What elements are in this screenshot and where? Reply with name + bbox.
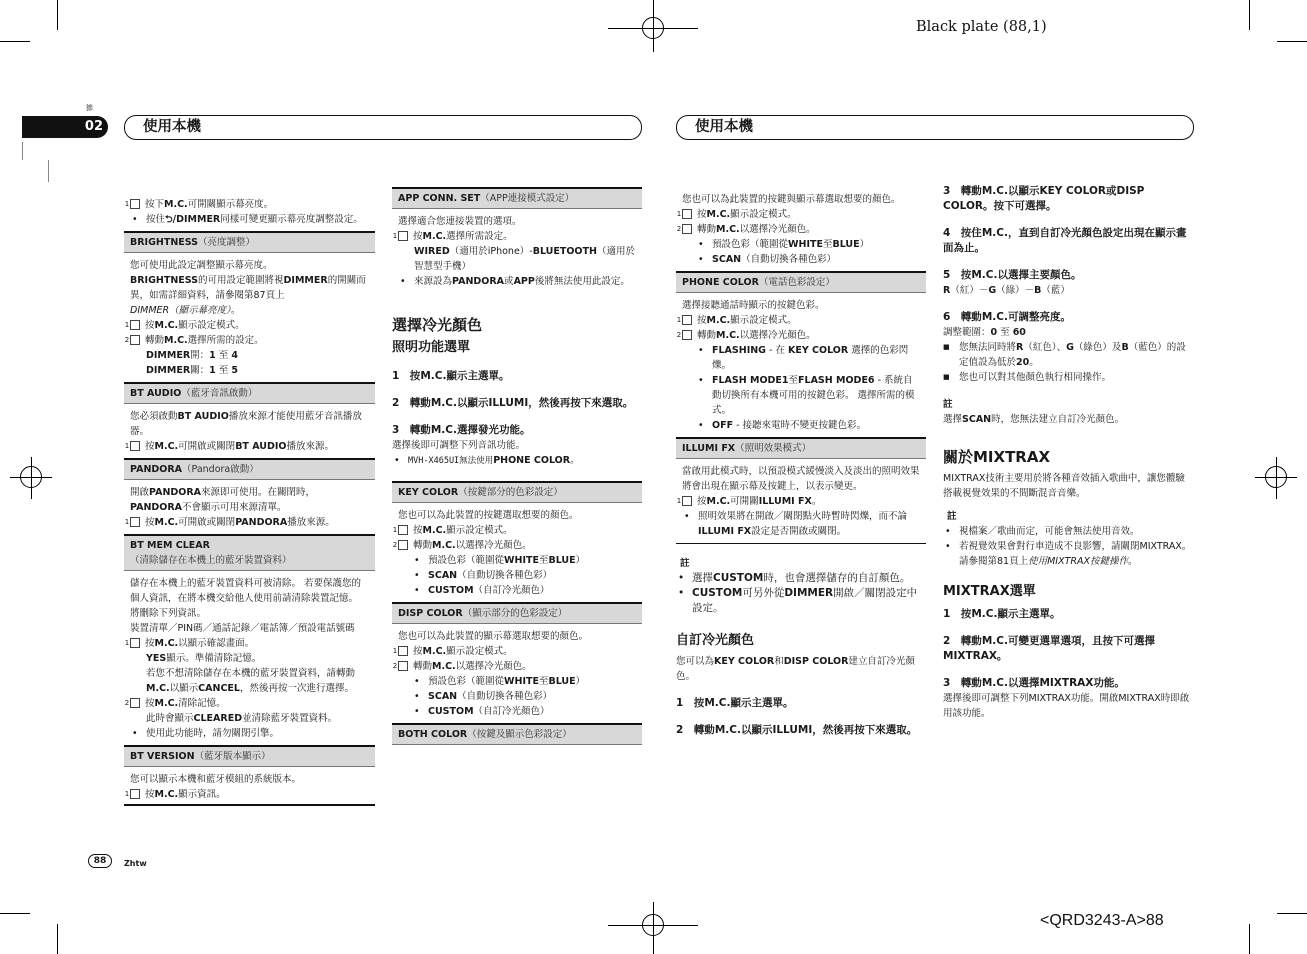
step: 1 按M.C.可開啟或關閉PANDORA播放來源。 bbox=[124, 517, 335, 528]
menu-heading-bt-version: BT VERSION（藍牙版本顯示） bbox=[124, 745, 375, 767]
registration-mark bbox=[20, 466, 42, 488]
option: • CUSTOM（自訂冷光顏色） bbox=[398, 704, 636, 719]
menu-heading-pandora: PANDORA（Pandora啟動） bbox=[124, 458, 375, 480]
note-bullet: • CUSTOM可另外從DIMMER開啟／關閉設定中設定。 bbox=[676, 586, 926, 616]
step: 2 轉動M.C.以選擇冷光顏色。 bbox=[676, 330, 816, 341]
chapter-label: 節 bbox=[86, 104, 93, 112]
bullet: • 照明效果將在開啟／關閉點火時暫時閃爍，而不論ILLUMI FX設定是否開啟或關閉。 bbox=[682, 509, 920, 539]
cross-reference[interactable]: DIMMER（顯示幕亮度）。 bbox=[130, 305, 241, 316]
step: 1 按M.C.顯示設定模式。 bbox=[392, 525, 513, 536]
paragraph: 開啟PANDORA來源即可使用。在關閉時， bbox=[130, 487, 316, 498]
option: • SCAN（自動切換各種色彩） bbox=[398, 568, 636, 583]
step-number-icon: 2 bbox=[130, 335, 140, 345]
paragraph: 選擇後即可調整下列音訊功能。 bbox=[392, 440, 526, 451]
menu-heading-disp-color: DISP COLOR（顯示部分的色彩設定） bbox=[392, 602, 642, 624]
bullet: • 按住⮌/DIMMER同樣可變更顯示幕亮度調整設定。 bbox=[130, 212, 369, 227]
registration-mark bbox=[642, 17, 664, 39]
crop-mark bbox=[1249, 924, 1250, 954]
option: • FLASH MODE1至FLASH MODE6 - 系統自動切換所有本機可用的按鍵色彩。 選擇所需的模式。 bbox=[682, 373, 920, 418]
margin-line bbox=[22, 142, 23, 160]
step-number-icon: 1 bbox=[682, 315, 692, 325]
paragraph: 您可以為KEY COLOR和DISP COLOR建立自訂冷光顏色。 bbox=[676, 656, 915, 682]
step: 2 轉動M.C.以選擇冷光顏色。 bbox=[676, 224, 816, 235]
menu-heading-brightness: BRIGHTNESS（亮度調整） bbox=[124, 231, 375, 253]
back-icon: ⮌ bbox=[165, 214, 173, 225]
option: DIMMER開：1 至 4 bbox=[146, 350, 238, 361]
step-number-icon: 1 bbox=[130, 199, 140, 209]
step-number-icon: 1 bbox=[130, 320, 140, 330]
step: 1 按M.C.選擇所需設定。 bbox=[392, 231, 513, 242]
step: 2 轉動M.C.以顯示ILLUMI，然後再按下來選取。 bbox=[676, 724, 918, 736]
crop-mark bbox=[0, 41, 30, 42]
crop-mark bbox=[1277, 913, 1307, 914]
paragraph: 您也可以為此裝置的顯示幕選取想要的顏色。 bbox=[398, 631, 589, 642]
paragraph: 您也可以為此裝置的按鍵選取想要的顏色。 bbox=[398, 510, 579, 521]
paragraph: 儲存在本機上的藍牙裝置資料可被清除。 若要保護您的個人資訊，在將本機交給他人使用前請清除裝置記憶。 將刪除下列資訊。 bbox=[130, 578, 362, 619]
option: • FLASHING - 在 KEY COLOR 選擇的色彩閃爍。 bbox=[682, 343, 920, 373]
step: 2 按M.C.清除記憶。 bbox=[124, 698, 226, 709]
step: 2 轉動M.C.可變更選單選項，且按下可選擇MIXTRAX。 bbox=[943, 635, 1155, 662]
section-rule bbox=[676, 543, 926, 544]
option: • 預設色彩（範圍從WHITE至BLUE） bbox=[682, 237, 920, 252]
paragraph: 選擇接聽通話時顯示的按鍵色彩。 bbox=[682, 300, 825, 311]
step: 1 按M.C.顯示主選單。 bbox=[943, 608, 1061, 620]
bullet: • MVH-X465UI無法使用PHONE COLOR。 bbox=[392, 453, 642, 469]
column-end-rule bbox=[124, 804, 375, 806]
menu-heading-phone-color: PHONE COLOR（電話色彩設定） bbox=[676, 271, 926, 293]
step: 2 轉動M.C.選擇所需的設定。 bbox=[124, 335, 264, 346]
bullet: • 使用此功能時，請勿關閉引擎。 bbox=[130, 726, 369, 741]
note-bullet: • 若視覺效果會對行車造成不良影響，請關閉MIXTRAX。請參閱第81頁上使用MIXTRAX按鍵操作。 bbox=[943, 539, 1193, 569]
registration-mark bbox=[1265, 466, 1287, 488]
menu-heading-app-conn-set: APP CONN. SET（APP連接模式設定） bbox=[392, 187, 642, 209]
column-4 bbox=[943, 184, 1193, 721]
step: 2 轉動M.C.以選擇冷光顏色。 bbox=[392, 540, 532, 551]
plate-label: Black plate (88,1) bbox=[916, 19, 1047, 35]
heading-mixtrax-menu: MIXTRAX選單 bbox=[943, 584, 1036, 599]
square-bullet: ■ 您無法同時將R（紅色）、G（綠色）及B（藍色）的設定值設為低於20。 bbox=[943, 340, 1193, 370]
step: 1 按M.C.顯示設定模式。 bbox=[676, 315, 797, 326]
step-number-icon: 2 bbox=[682, 224, 692, 234]
paragraph: MIXTRAX技術主要用於將各種音效插入歌曲中，讓您體驗搭載視覺效果的不間斷混音音樂。 bbox=[943, 473, 1185, 499]
document-code: <QRD3243-A>88 bbox=[1040, 912, 1164, 929]
crop-mark bbox=[1277, 41, 1307, 42]
step: 3 轉動M.C.以選擇MIXTRAX功能。 bbox=[943, 677, 1125, 689]
language-code: Zhtw bbox=[124, 859, 147, 868]
note-bullet: • 選擇CUSTOM時，也會選擇儲存的自訂顏色。 bbox=[676, 571, 926, 586]
menu-heading-key-color: KEY COLOR（按鍵部分的色彩設定） bbox=[392, 481, 642, 503]
option: • SCAN（自動切換各種色彩） bbox=[682, 252, 920, 267]
menu-heading-bt-mem-clear: BT MEM CLEAR（清除儲存在本機上的藍牙裝置資料） bbox=[124, 534, 375, 571]
paragraph: 您可以顯示本機和藍牙模組的系統版本。 bbox=[130, 774, 302, 785]
section-title-left: 使用本機 bbox=[124, 115, 642, 140]
paragraph: 選擇SCAN時，您無法建立自訂冷光顏色。 bbox=[943, 414, 1125, 425]
step: 2 轉動M.C.以顯示ILLUMI，然後再按下來選取。 bbox=[392, 397, 634, 409]
column-2 bbox=[392, 187, 642, 750]
heading-about-mixtrax: 關於MIXTRAX bbox=[943, 448, 1051, 466]
step-number-icon: 1 bbox=[130, 441, 140, 451]
option: • SCAN（自動切換各種色彩） bbox=[398, 689, 636, 704]
registration-mark bbox=[642, 914, 664, 936]
step-number-icon: 1 bbox=[398, 646, 408, 656]
step: 3 轉動M.C.以顯示KEY COLOR或DISP COLOR。按下可選擇。 bbox=[943, 185, 1145, 212]
step-number-icon: 2 bbox=[398, 661, 408, 671]
paragraph: BRIGHTNESS的可用設定範圍將視DIMMER的開關而異，如需詳細資料，請參閱第87頁上 bbox=[130, 275, 366, 301]
step: 3 轉動M.C.選擇發光功能。 bbox=[392, 424, 531, 436]
step-number-icon: 1 bbox=[130, 638, 140, 648]
step: 1 按M.C.可開啟或關閉BT AUDIO播放來源。 bbox=[124, 441, 335, 452]
paragraph: 調整範圍：0 至 60 bbox=[943, 327, 1026, 338]
step: 4 按住M.C.，直到自訂冷光顏色設定出現在顯示畫面為止。 bbox=[943, 227, 1187, 254]
paragraph: 當啟用此模式時，以預設模式緩慢淡入及淡出的照明效果將會出現在顯示幕及按鍵上，以表示變更。 bbox=[682, 466, 920, 492]
step-number-icon: 1 bbox=[130, 789, 140, 799]
section-title-right: 使用本機 bbox=[676, 115, 1194, 140]
heading-select-color: 選擇冷光顏色 bbox=[392, 316, 483, 334]
step-number-icon: 1 bbox=[130, 517, 140, 527]
step: 6 轉動M.C.可調整亮度。 bbox=[943, 311, 1071, 323]
step-detail: 此時會顯示CLEARED並清除藍牙裝置資料。 bbox=[146, 713, 338, 724]
paragraph: 選擇後即可調整下列MIXTRAX功能。開啟MIXTRAX時即啟用該功能。 bbox=[943, 693, 1190, 719]
crop-mark bbox=[0, 913, 30, 914]
column-1 bbox=[124, 197, 375, 806]
step: 1 按下M.C.可開關顯示幕亮度。 bbox=[124, 199, 274, 210]
bullet: • 來源設為PANDORA或APP後將無法使用此設定。 bbox=[398, 274, 636, 289]
step: 1 按M.C.顯示主選單。 bbox=[392, 370, 510, 382]
crop-mark bbox=[57, 924, 58, 954]
note-bullet: • 視檔案／歌曲而定，可能會無法使用音效。 bbox=[943, 524, 1193, 539]
paragraph: PANDORA不會顯示可用來源清單。 bbox=[130, 502, 287, 513]
heading-custom-color: 自訂冷光顏色 bbox=[676, 633, 755, 648]
note-heading: 註 bbox=[943, 399, 953, 410]
column-3 bbox=[676, 192, 926, 738]
option: DIMMER關：1 至 5 bbox=[146, 365, 238, 376]
note-heading: 註 bbox=[947, 511, 957, 522]
step: 1 按M.C.顯示資訊。 bbox=[124, 789, 226, 800]
menu-heading-bt-audio: BT AUDIO（藍牙音訊啟動） bbox=[124, 382, 375, 404]
step: 1 按M.C.顯示設定模式。 bbox=[676, 209, 797, 220]
step: 2 轉動M.C.以選擇冷光顏色。 bbox=[392, 661, 532, 672]
step: 5 按M.C.以選擇主要顏色。 bbox=[943, 269, 1082, 281]
step-number-icon: 2 bbox=[130, 698, 140, 708]
step-number-icon: 1 bbox=[398, 525, 408, 535]
page-number: 88 bbox=[88, 854, 112, 868]
margin-line bbox=[48, 160, 49, 182]
option: • OFF - 接聽來電時不變更按鍵色彩。 bbox=[682, 418, 920, 433]
step-detail: 若您不想清除儲存在本機的藍牙裝置資料，請轉動M.C.以顯示CANCEL，然後再按一次進行選擇。 bbox=[146, 668, 356, 694]
step: 1 按M.C.以顯示確認畫面。 bbox=[124, 638, 255, 649]
paragraph: R（紅）－G（綠）－B（藍） bbox=[943, 285, 1070, 296]
step-number-icon: 2 bbox=[682, 330, 692, 340]
note-heading: 註 bbox=[680, 558, 690, 569]
option: • 預設色彩（範圍從WHITE至BLUE） bbox=[398, 674, 636, 689]
menu-heading-both-color: BOTH COLOR（按鍵及顯示色彩設定） bbox=[392, 723, 642, 745]
step-number-icon: 2 bbox=[398, 540, 408, 550]
menu-heading-illumi-fx: ILLUMI FX（照明效果模式） bbox=[676, 437, 926, 459]
option: • 預設色彩（範圍從WHITE至BLUE） bbox=[398, 553, 636, 568]
option: • CUSTOM（自訂冷光顏色） bbox=[398, 583, 636, 598]
step: 1 按M.C.顯示主選單。 bbox=[676, 697, 794, 709]
step-detail: YES顯示。準備清除記憶。 bbox=[146, 653, 262, 664]
square-bullet: ■ 您也可以對其他顏色執行相同操作。 bbox=[943, 370, 1193, 385]
step-number-icon: 1 bbox=[682, 496, 692, 506]
chapter-number: 02 bbox=[22, 116, 108, 138]
crop-mark bbox=[1249, 0, 1250, 30]
paragraph: 您也可以為此裝置的按鍵與顯示幕選取想要的顏色。 bbox=[682, 194, 901, 205]
paragraph: 您必須啟動BT AUDIO播放來源才能使用藍牙音訊播放器。 bbox=[130, 411, 362, 437]
paragraph: 裝置清單／PIN碼／通話記錄／電話簿／預設電話號碼 bbox=[130, 623, 355, 634]
heading-illum-menu: 照明功能選單 bbox=[392, 340, 471, 355]
option: WIRED（適用於iPhone）-BLUETOOTH（適用於智慧型手機） bbox=[414, 246, 635, 272]
step: 1 按M.C.可開關ILLUMI FX。 bbox=[676, 496, 822, 507]
step-number-icon: 1 bbox=[682, 209, 692, 219]
crop-mark bbox=[57, 0, 58, 30]
paragraph: 選擇適合您連接裝置的選項。 bbox=[398, 216, 522, 227]
step: 1 按M.C.顯示設定模式。 bbox=[392, 646, 513, 657]
step: 1 按M.C.顯示設定模式。 bbox=[124, 320, 245, 331]
step-number-icon: 1 bbox=[398, 231, 408, 241]
paragraph: 您可使用此設定調整顯示幕亮度。 bbox=[130, 260, 273, 271]
